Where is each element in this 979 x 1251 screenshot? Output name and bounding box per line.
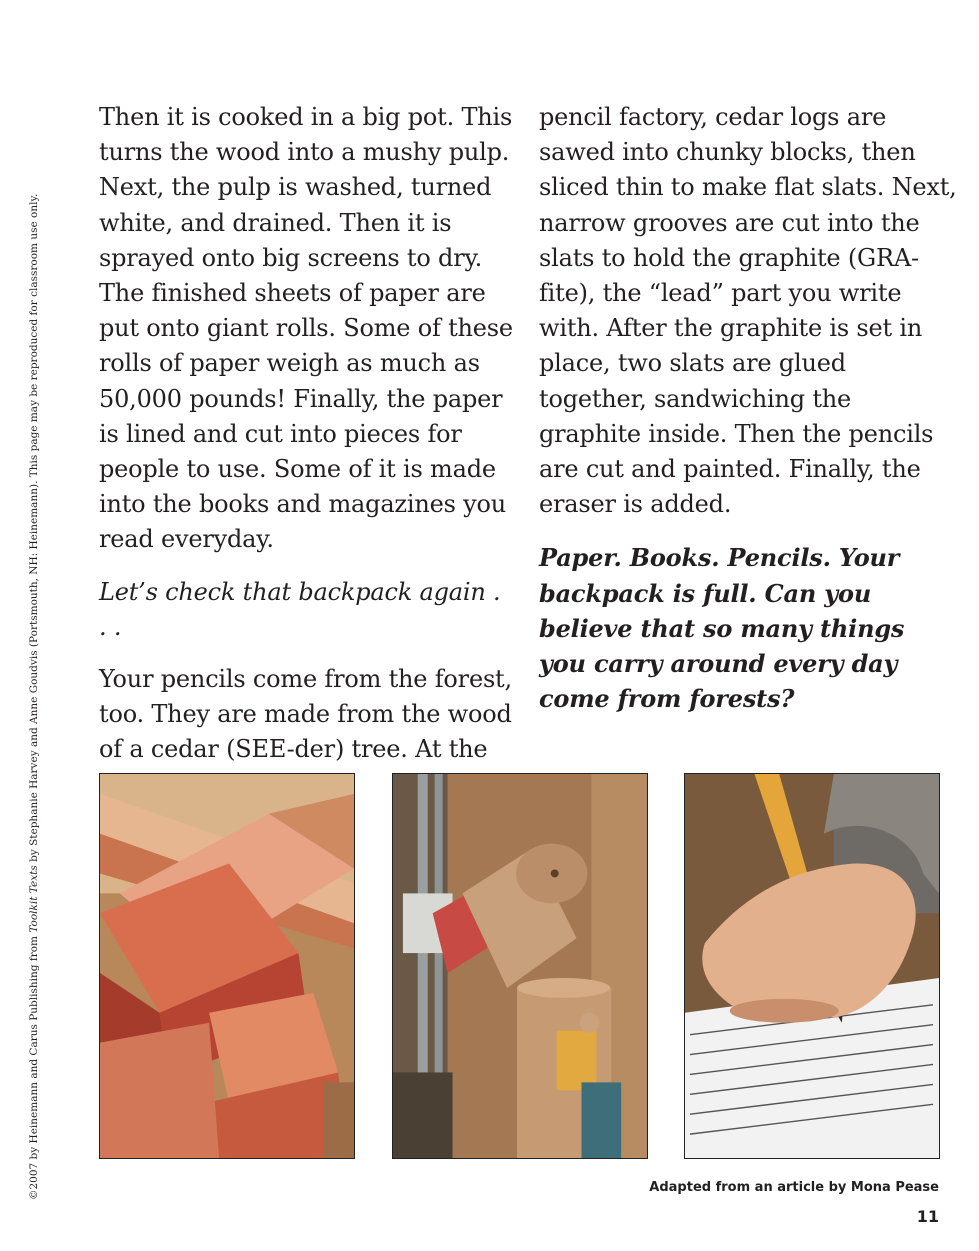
copyright-prefix: ©2007 by Heinemann and Carus Publishing from <box>28 932 40 1200</box>
pencils-intro-paragraph: Your pencils come from the forest, too. They are made from the wood of a cedar (SEE-der) tree. At the <box>99 665 512 764</box>
cedar-blocks-photo <box>99 773 355 1159</box>
article-credit: Adapted from an article by Mona Pease <box>649 1180 939 1195</box>
copyright-sidebar <box>28 194 40 1200</box>
left-column <box>99 100 514 785</box>
backpack-check-line: Let’s check that backpack again . . . <box>99 577 501 641</box>
copyright-book-title: Toolkit Texts <box>28 865 40 933</box>
hand-writing-photo <box>684 773 940 1159</box>
pencil-factory-paragraph: pencil factory, cedar logs are sawed into chunky blocks, then sliced thin to make flat slats. Next, narrow grooves are cut into the slats to hold the graphite (GRA-fite), the “lead” part you write with. After the graphite is set in place, two slats are glued together, sandwiching the graphite inside. Then the pencils are cut and painted. Finally, the eraser is added. <box>539 103 957 519</box>
conclusion-paragraph: Paper. Books. Pencils. Your backpack is full. Can you believe that so many things you carry around every day come from forests? <box>539 543 905 714</box>
right-column <box>539 100 959 733</box>
page-number: 11 <box>916 1207 939 1226</box>
paper-process-paragraph: Then it is cooked in a big pot. This turns the wood into a mushy pulp. Next, the pulp is washed, turned white, and drained. Then it is sprayed onto big screens to dry. The finished sheets of paper are put onto giant rolls. Some of these rolls of paper weigh as much as 50,000 pounds! Finally, the paper is lined and cut into pieces for people to use. Some of it is made into the books and magazines you read everyday. <box>99 103 513 554</box>
paper-roll-factory-photo <box>392 773 648 1159</box>
copyright-suffix: by Stephanie Harvey and Anne Goudvis (Portsmouth, NH: Heinemann). This page may be reproduced for classroom use only. <box>28 193 40 866</box>
